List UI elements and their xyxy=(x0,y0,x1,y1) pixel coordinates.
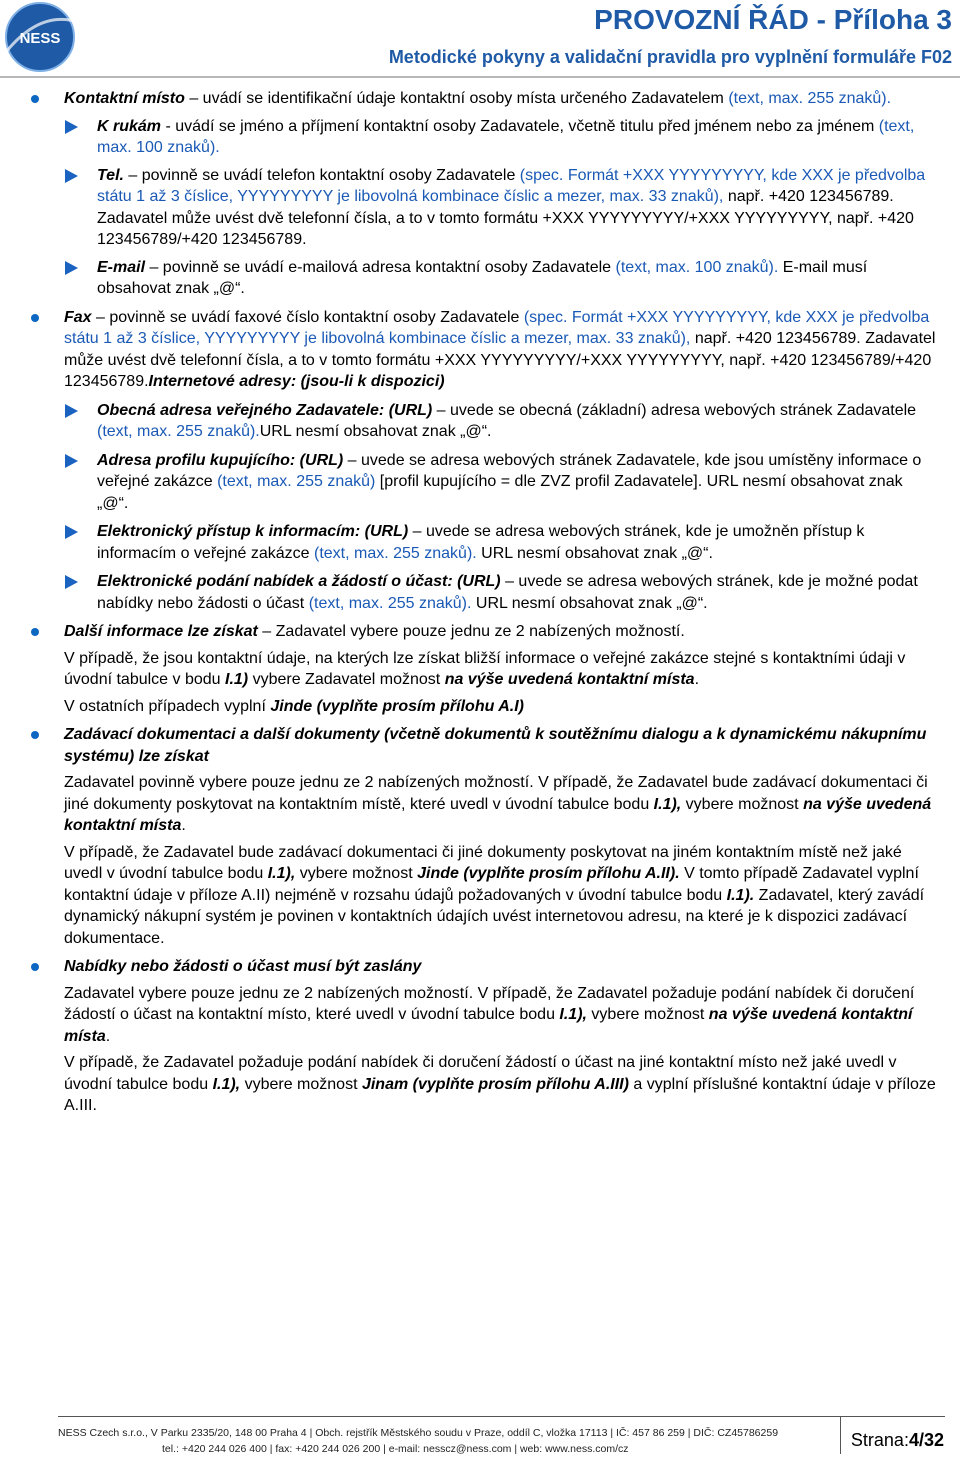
subitem-tel: Tel. – povinně se uvádí telefon kontaktní osoby Zadavatele (spec. Formát +XXX YYYYYYYYY, kde XXX je předvolba státu 1 až 3 číslice, YYYYYYYYY je libovolná kombinace číslic a mezer, max. 33 znaků), např. +420 123456789. Zadavatel může uvést dvě telefonní čísla, a to v tomto formátu +XXX YYYYYYYYY/+XXX YYYYYYYYY, např. +420 123456789/+420 123456789. xyxy=(0,165,960,251)
bullet-icon xyxy=(31,314,39,322)
footer-divider xyxy=(58,1416,945,1417)
paragraph: V ostatních případech vyplní Jinde (vyplňte prosím přílohu A.I) xyxy=(64,697,524,715)
page-number: 4/32 xyxy=(908,1430,944,1450)
document-subtitle: Metodické pokyny a validační pravidla pro vyplnění formuláře F02 xyxy=(388,47,952,67)
list-item-kontaktni-misto: Kontaktní místo – uvádí se identifikační údaje kontaktní osoby místa určeného Zadavatelem (text, max. 255 znaků). xyxy=(0,88,960,110)
bullet-icon xyxy=(31,628,39,636)
document-title: PROVOZNÍ ŘÁD - Příloha 3 xyxy=(594,4,952,35)
arrow-icon xyxy=(65,454,78,468)
paragraph: Zadavatel vybere pouze jednu ze 2 nabízených možností. V případě, že Zadavatel požaduje podání nabídek či doručení žádostí o účast na kontaktní místo, které uvedl v úvodní tabulce bodu I.1), vybere možnost na výše uvedená kontaktní místa. xyxy=(64,984,915,1045)
header-divider xyxy=(0,76,960,78)
arrow-icon xyxy=(65,120,78,134)
subitem-elektronicky-pristup: Elektronický přístup k informacím: (URL) – uvede se adresa webových stránek, kde je umožněn přístup k informacím o veřejné zakázce (text, max. 255 znaků). URL nesmí obsahovat znak „@“. xyxy=(0,521,960,564)
ness-logo xyxy=(0,0,80,72)
paragraph: V případě, že Zadavatel bude zadávací dokumentaci či jiné dokumenty poskytovat na jiném kontaktním místě než jaké uvedl v úvodní tabulce bodu I.1), vybere možnost Jinde (vyplňte prosím přílohu A.II). V tomto případě Zadavatel vyplní kontaktní údaje v příloze A.II) nejméně v rozsahu údajů požadovaných v úvodní tabulce bodu I.1). Zadavatel, který zavádí dynamický nákupní systém je povinen v kontaktních údajích uvést internetovou adresu, na které je k dispozici zadávací dokumentace. xyxy=(64,843,925,947)
document-body xyxy=(0,88,960,1117)
list-item-fax: Fax – povinně se uvádí faxové číslo kontaktní osoby Zadavatele (spec. Formát +XXX YYYYYYYYY, kde XXX je předvolba státu 1 až 3 číslice, YYYYYYYYY je libovolná kombinace číslic a mezer, max. 33 znaků), např. +420 123456789. Zadavatel může uvést dvě telefonní čísla, a to v tomto formátu +XXX YYYYYYYYY/+XXX YYYYYYYYY, např. +420 123456789/+420 123456789.Internetové adresy: (jsou-li k dispozici) xyxy=(0,307,960,393)
arrow-icon xyxy=(65,575,78,589)
list-item-nabidky: Nabídky nebo žádosti o účast musí být zaslány xyxy=(0,956,960,978)
list-item-dalsi-informace: Další informace lze získat – Zadavatel vybere pouze jednu ze 2 nabízených možností. xyxy=(0,621,960,643)
arrow-icon xyxy=(65,525,78,539)
arrow-icon xyxy=(65,404,78,418)
bullet-icon xyxy=(31,731,39,739)
bullet-icon xyxy=(31,95,39,103)
subitem-elektronicke-podani: Elektronické podání nabídek a žádostí o účast: (URL) – uvede se adresa webových stránek, kde je možné podat nabídky nebo žádosti o účast (text, max. 255 znaků). URL nesmí obsahovat znak „@“. xyxy=(0,571,960,614)
arrow-icon xyxy=(65,169,78,183)
page-label: Strana: xyxy=(850,1430,909,1450)
subitem-obecna-adresa: Obecná adresa veřejného Zadavatele: (URL) – uvede se obecná (základní) adresa webových stránek Zadavatele (text, max. 255 znaků).URL nesmí obsahovat znak „@“. xyxy=(0,400,960,443)
subitem-profil-kupujiciho: Adresa profilu kupujícího: (URL) – uvede se adresa webových stránek Zadavatele, kde jsou umístěny informace o veřejné zakázce (text, max. 255 znaků) [profil kupujícího = dle ZVZ profil Zadavatele]. URL nesmí obsahovat znak „@“. xyxy=(0,450,960,515)
footer-contact-info: tel.: +420 244 026 400 | fax: +420 244 026 200 | e-mail: nesscz@ness.com | web: www.ness.com/cz xyxy=(162,1443,629,1455)
subitem-email: E-mail – povinně se uvádí e-mailová adresa kontaktní osoby Zadavatele (text, max. 100 znaků). E-mail musí obsahovat znak „@“. xyxy=(0,257,960,300)
subitem-k-rukam: K rukám - uvádí se jméno a příjmení kontaktní osoby Zadavatele, včetně titulu před jménem nebo za jménem (text, max. 100 znaků). xyxy=(0,116,960,159)
bullet-icon xyxy=(31,963,39,971)
footer-company-info: NESS Czech s.r.o., V Parku 2335/20, 148 00 Praha 4 | Obch. rejstřík Městského soudu v Praze, oddíl C, vložka 17113 | IČ: 457 86 259 | DIČ: CZ45786259 xyxy=(58,1427,779,1439)
paragraph: V případě, že Zadavatel požaduje podání nabídek či doručení žádostí o účast na jiné kontaktní místo než jaké uvedl v úvodní tabulce bodu I.1), vybere možnost Jinam (vyplňte prosím přílohu A.III) a vyplní příslušné kontaktní údaje v příloze A.III. xyxy=(64,1054,936,1114)
footer-divider-vertical xyxy=(840,1416,841,1454)
list-item-zadavaci-dokumentace: Zadávací dokumentaci a další dokumenty (včetně dokumentů k soutěžnímu dialogu a k dynamickému nákupnímu systému) lze získat xyxy=(0,724,960,767)
paragraph: V případě, že jsou kontaktní údaje, na kterých lze získat bližší informace o veřejné zakázce stejné s kontaktními údaji v úvodní tabulce v bodu I.1) vybere Zadavatel možnost na výše uvedená kontaktní místa. xyxy=(64,649,906,688)
svg-text:NESS: NESS xyxy=(19,30,61,47)
page-indicator xyxy=(851,1430,944,1451)
arrow-icon xyxy=(65,261,78,275)
paragraph: Zadavatel povinně vybere pouze jednu ze 2 nabízených možností. V případě, že Zadavatel bude zadávací dokumentaci či jiné dokumenty poskytovat na kontaktním místě, které uvedl v úvodní tabulce bodu I.1), vybere možnost na výše uvedená kontaktní místa. xyxy=(64,774,932,834)
